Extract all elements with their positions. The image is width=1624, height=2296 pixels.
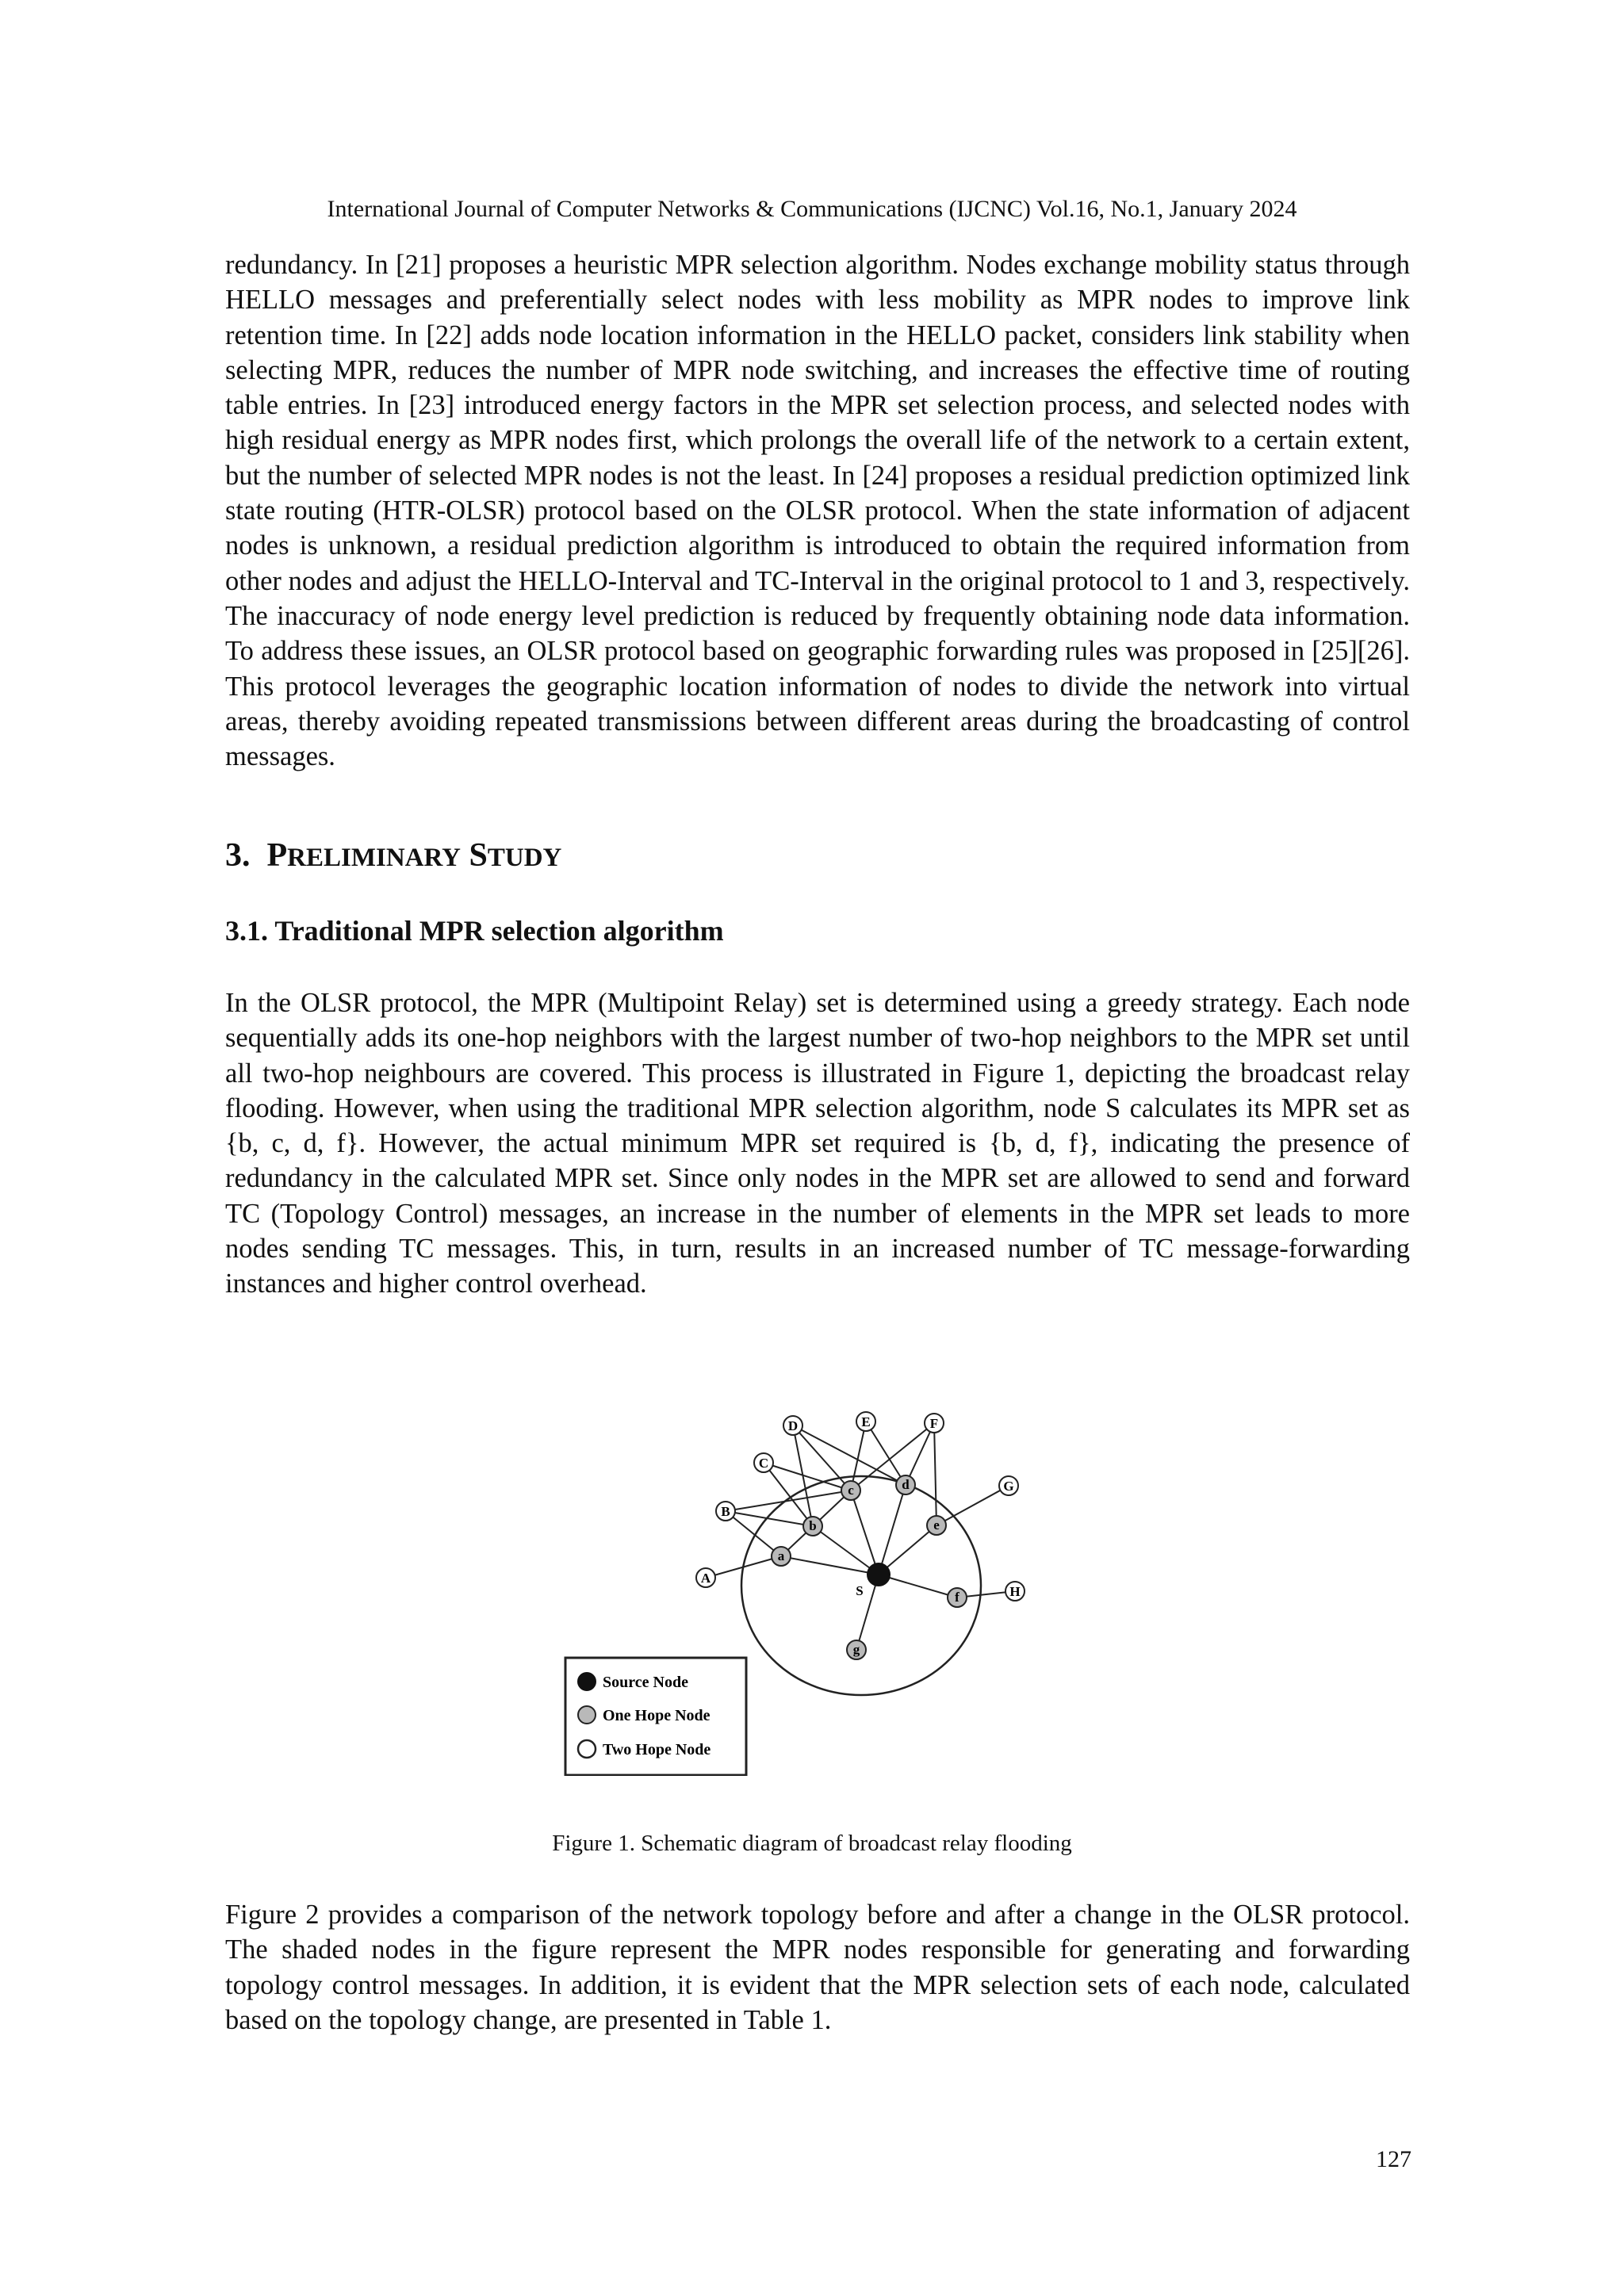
node-label: f	[955, 1590, 959, 1605]
section-title-initial-p: P	[266, 837, 288, 874]
legend-one-hop-label: One Hope Node	[603, 1707, 710, 1724]
figure-1-broadcast-relay-flooding	[555, 1356, 1063, 1776]
node-label: F	[929, 1416, 939, 1431]
network-diagram	[555, 1356, 1063, 1776]
node-label: c	[848, 1483, 854, 1498]
legend-source-label: Source Node	[603, 1674, 688, 1691]
legend-two-hop-label: Two Hope Node	[603, 1741, 711, 1758]
node-D	[783, 1416, 802, 1435]
node-f	[948, 1588, 967, 1607]
link-S-f	[879, 1575, 957, 1598]
node-label: d	[902, 1477, 910, 1492]
link-S-a	[781, 1556, 879, 1575]
node-a	[772, 1547, 791, 1566]
paragraph-figure-2-intro: Figure 2 provides a comparison of the network topology before and after a change in the OLSR protocol. The shaded nodes in the figure represent the MPR nodes responsible for generating and forwarding topology control messages. In addition, it is evident that the MPR selection sets of each node, calculated based on the topology change, are presented in Table 1.	[225, 1900, 1410, 2035]
link-b-B	[726, 1511, 813, 1526]
legend	[565, 1658, 746, 1775]
legend-source-swatch	[578, 1673, 596, 1690]
legend-two-hop-swatch	[578, 1740, 596, 1758]
node-label: D	[787, 1418, 799, 1433]
node-label: g	[852, 1642, 860, 1657]
running-header: International Journal of Computer Networks & Communications (IJCNC) Vol.16, No.1, January 2024	[327, 196, 1297, 222]
section-title-rest-2: TUDY	[487, 844, 562, 872]
two-hop-nodes	[696, 1412, 1025, 1601]
link-e-G	[936, 1486, 1009, 1525]
figure-caption: Figure 1. Schematic diagram of broadcast relay flooding	[552, 1831, 1072, 1856]
node-e	[927, 1516, 946, 1535]
link-S-c	[851, 1490, 879, 1575]
node-c	[841, 1481, 860, 1500]
node-B	[716, 1502, 735, 1521]
source-node-label: S	[856, 1583, 864, 1598]
node-label: b	[809, 1518, 817, 1533]
node-F	[925, 1414, 944, 1433]
node-H	[1005, 1582, 1025, 1601]
link-S-b	[813, 1526, 879, 1575]
node-E	[856, 1412, 875, 1431]
section-title-initial-s: S	[469, 837, 488, 874]
paragraph-mpr-algorithm: In the OLSR protocol, the MPR (Multipoint Relay) set is determined using a greedy strategy. Each node sequentially adds its one-hop neighbors with the largest number of two-hop neighbors to the MPR set until all two-hop neighbours are covered. This process is illustrated in Figure 1, depicting the broadcast relay flooding. However, when using the traditional MPR selection algorithm, node S calculates its MPR set as {b, c, d, f}. However, the actual minimum MPR set required is {b, d, f}, indicating the presence of redundancy in the calculated MPR set. Since only nodes in the MPR set are allowed to send and forward TC (Topology Control) messages, an increase in the number of elements in the MPR set leads to more nodes sending TC messages. This, in turn, results in an increased number of TC message-forwarding instances and higher control overhead.	[225, 988, 1410, 1299]
node-label: B	[721, 1504, 730, 1519]
node-b	[803, 1517, 822, 1536]
node-g	[847, 1640, 866, 1659]
page-number: 127	[1376, 2146, 1411, 2172]
node-label: A	[700, 1571, 711, 1586]
link-a-A	[706, 1556, 781, 1578]
node-label: E	[861, 1414, 871, 1429]
node-label: a	[777, 1548, 785, 1563]
subsection-title: 3.1. Traditional MPR selection algorithm	[225, 915, 724, 947]
node-label: H	[1009, 1584, 1021, 1599]
section-title-rest-1: RELIMINARY	[287, 844, 462, 872]
node-label: e	[933, 1517, 940, 1533]
legend-one-hop-swatch	[578, 1706, 596, 1724]
paragraph-related-work: redundancy. In [21] proposes a heuristic MPR selection algorithm. Nodes exchange mobility status through HELLO messages and preferentially select nodes with less mobility as MPR nodes to improve link retention time. In [22] adds node location information in the HELLO packet, considers link stability when selecting MPR, reduces the number of MPR node switching, and increases the effective time of routing table entries. In [23] introduced energy factors in the MPR set selection process, and selected nodes with high residual energy as MPR nodes first, which prolongs the overall life of the network to a certain extent, but the number of selected MPR nodes is not the least. In [24] proposes a residual prediction optimized link state routing (HTR-OLSR) protocol based on the OLSR protocol. When the state information of adjacent nodes is unknown, a residual prediction algorithm is introduced to obtain the required information from other nodes and adjust the HELLO-Interval and TC-Interval in the original protocol to 1 and 3, respectively. The inaccuracy of node energy level prediction is reduced by frequently obtaining node data information. To address these issues, an OLSR protocol based on geographic forwarding rules was proposed in [25][26]. This protocol leverages the geographic location information of nodes to divide the network into virtual areas, thereby avoiding repeated transmissions between different areas during the broadcasting of control messages.	[225, 250, 1410, 772]
link-b-C	[764, 1463, 813, 1526]
node-C	[754, 1453, 773, 1472]
node-d	[896, 1475, 915, 1494]
section-number: 3.	[225, 837, 251, 874]
section-title	[225, 836, 561, 878]
node-label: C	[758, 1456, 769, 1471]
link-S-d	[879, 1485, 906, 1575]
node-A	[696, 1568, 715, 1587]
link-a-B	[726, 1511, 781, 1556]
node-G	[999, 1476, 1018, 1495]
node-label: G	[1003, 1479, 1014, 1494]
link-d-E	[866, 1422, 906, 1485]
link-e-F	[934, 1423, 936, 1525]
